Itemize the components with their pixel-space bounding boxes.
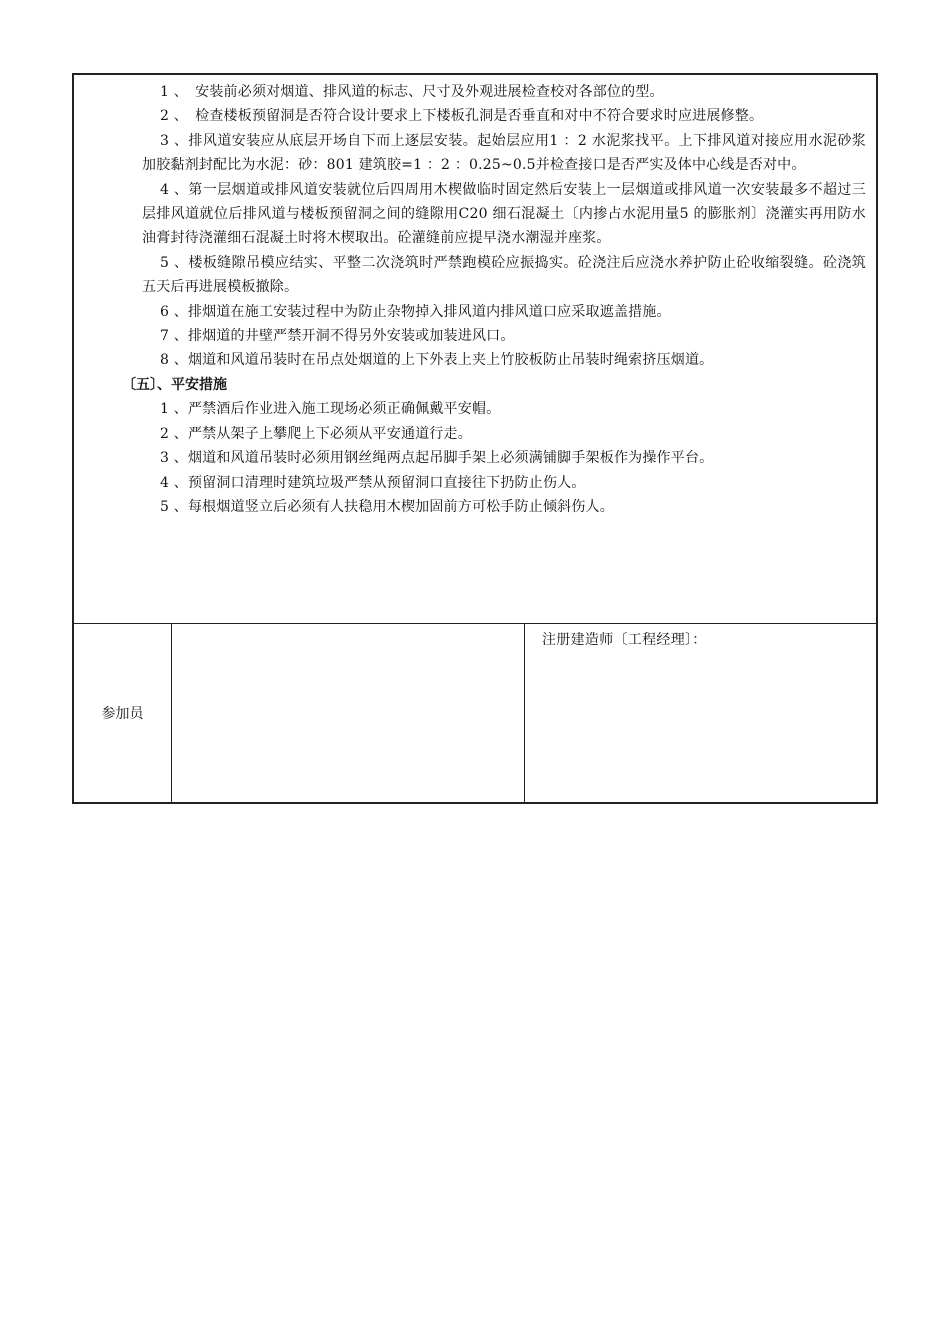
list-item: 6 、排烟道在施工安装过程中为防止杂物掉入排风道内排风道口应采取遮盖措施。 [160, 303, 671, 320]
content-cell [74, 75, 876, 624]
list-item: 1 、 安装前必须对烟道、排风道的标志、尺寸及外观进展检查校对各部位的型。 [160, 84, 664, 100]
list-item: 5 、楼板缝隙吊模应结实、平整二次浇筑时严禁跑模砼应振捣实。砼浇注后应浇水养护防止砼收缩裂缝。砼浇筑五天后再进展模板撤除。 [142, 254, 866, 296]
list-item: 1 、严禁酒后作业进入施工现场必须正确佩戴平安帽。 [160, 401, 501, 418]
list-item: 3 、烟道和风道吊装时必须用钢丝绳两点起吊脚手架上必须满铺脚手架板作为操作平台。 [160, 450, 714, 467]
list-item: 4 、预留洞口清理时建筑垃圾严禁从预留洞口直接往下扔防止伤人。 [160, 474, 586, 491]
list-item: 8 、烟道和风道吊装时在吊点处烟道的上下外表上夹上竹胶板防止吊装时绳索挤压烟道。 [160, 352, 714, 369]
list-item: 4 、第一层烟道或排风道安装就位后四周用木楔做临时固定然后安装上一层烟道或排风道一次安装最多不超过三层排风道就位后排风道与楼板预留洞之间的缝隙用C20 细石混凝土〔内掺占水泥用量5 的膨胀剂〕浇灌实再用防水油膏封待浇灌细石混凝土时将木楔取出。砼灌缝前应提早浇水潮湿并座浆。 [142, 181, 866, 247]
participants-signature-cell [171, 624, 525, 802]
list-item: 2 、严禁从架子上攀爬上下必须从平安通道行走。 [160, 425, 472, 442]
list-item: 2 、 检查楼板预留洞是否符合设计要求上下楼板孔洞是否垂直和对中不符合要求时应进展修整。 [160, 108, 764, 125]
list-item: 3 、排风道安装应从底层开场自下而上逐层安装。起始层应用1 ：2 水泥浆找平。上下排风道对接应用水泥砂浆加胶黏剂封配比为水泥：砂：801 建筑胶=1 ：2 ：0.25~0.5并检查接口是否严实及体中心线是否对中。 [142, 132, 866, 174]
signature-row [74, 624, 876, 802]
participants-label: 参加员 [101, 706, 144, 722]
document-table [72, 73, 878, 804]
engineer-signature-cell [524, 624, 876, 802]
list-item: 7 、排烟道的井壁严禁开洞不得另外安装或加装进风口。 [160, 328, 515, 345]
engineer-label: 注册建造师〔工程经理〕： [542, 632, 707, 648]
section-heading-safety: 〔五〕、平安措施 [122, 376, 227, 393]
list-item: 5 、每根烟道竖立后必须有人扶稳用木楔加固前方可松手防止倾斜伤人。 [160, 498, 614, 515]
participants-label-cell [74, 624, 172, 802]
